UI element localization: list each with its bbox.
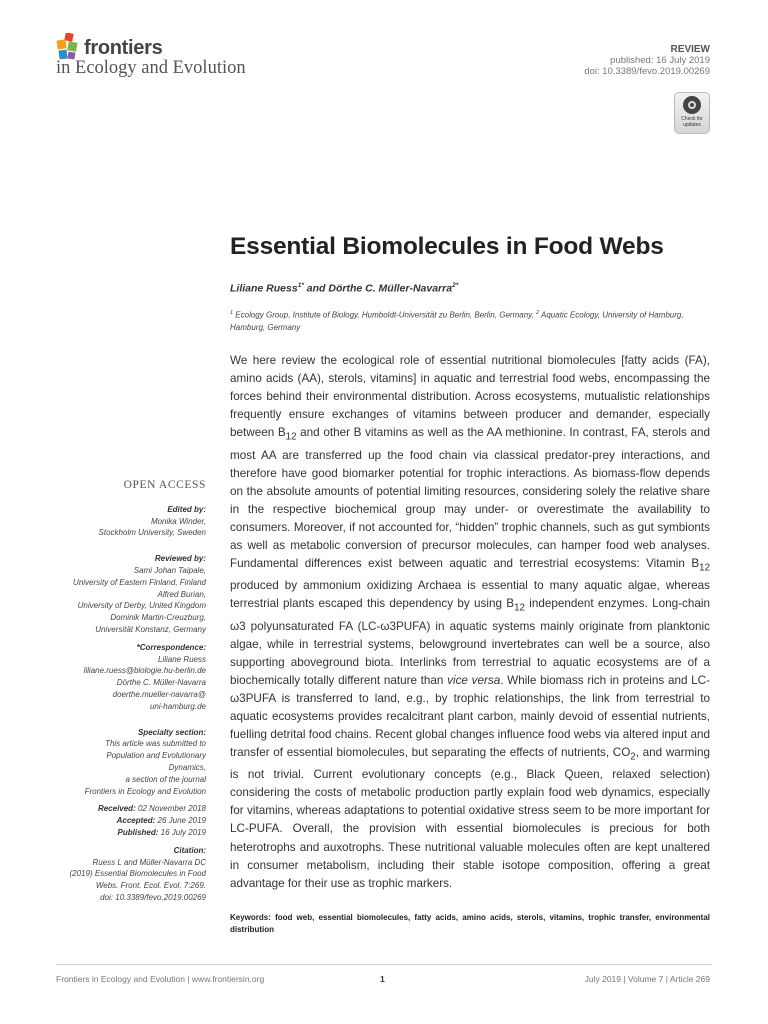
article-sidebar — [26, 480, 206, 910]
specialty-section: Specialty section: This article was submitted to Population and Evolutionary Dynamics, a section of the journal Frontiers in Ecology and Evolution — [84, 727, 206, 796]
author-1[interactable]: Liliane Ruess — [230, 282, 298, 295]
dates-section: Received: 02 November 2018 Accepted: 26 June 2019 Published: 16 July 2019 — [97, 804, 206, 837]
abstract: We here review the ecological role of essential nutritional biomolecules [fatty acids (FA), amino acids (AA), sterols, vitamins] in aquatic and terrestrial food webs, encompassing the forces behind their environmental distribution. Across ecosystems, mutualistic relationships frequently ensure exchanges of vitamins between producer and demander, especially between $B_{12}$ and other B vitamins as well as the AA methionine. In contrast, FA, sterols and most AA are transferred up the food chain via classical predator-prey interactions, and therefore have good biomarker potential for trophic interactions. As biomass-flow depends on the absolute amounts of potential limiting resources, considering solely the relative share in the respective biochemical group may under- or overestimate the availability to consumers. Moreover, if not accounted for, “hidden” trophic channels, such as gut symbionts as well as metabolic conversion of precursor molecules, can hamper food web analyses. Fundamental differences exist between aquatic and terrestrial ecosystems: Vitamin $B_{12}$ produced by ammonium oxidizing Archaea is essential to many aquatic algae, whereas terrestrial plants escaped this dependency by using $B_{12}$ independent enzymes. Long-chain ω3 polyunsaturated FA (LC-ω3PUFA) in aquatic systems mainly originate from planktonic algae, while in terrestrial systems, belowground invertebrates can well be a source, also supporting aboveground biota. Interlinks from terrestrial to aquatic ecosystems are of a biochemically totally different nature than vice versa. While biomass rich in proteins and LC-ω3PUFA is transferred to land, e.g., by trophic relationships, the link from terrestrial to aquatic ecosystems provides recalcitrant plant carbon, mainly devoid of essential nutrients, fuelling detrital food chains. Recent global changes influence food webs via altered input and transfer of essential biomolecules, but separating the effects of nutrients, $CO_2$, and warming is not trivial. Current evolutionary concepts (e.g., Black Queen, relaxed selection) considering the costs of metabolic production partly explain food web dynamics, especially for vitamins, whereas adaptations to potential oxidative stress seem to be more important for LC-PUFA. Overall, the provision with essential biomolecules is precious for both heterotrophs and auxotrophs. These nutritional valuable molecules often are kept unaltered in consumer metabolism, including their stable isotope composition, offering a great advantage for their use as trophic markers. — [230, 354, 711, 890]
authors: Liliane Ruess$^{1*}$ and Dörthe C. Müller-Navarra$^{2*}$ — [230, 282, 459, 295]
article-title: Essential Biomolecules in Food Webs — [230, 233, 664, 260]
check-for-updates-button[interactable] — [674, 92, 710, 134]
correspondence-section: *Correspondence: Liliane Ruess liliane.ruess@biologie.hu-berlin.de Dörthe C. Müller-Navarra doerthe.mueller-navarra@ uni-hamburg.de — [26, 642, 206, 713]
reviewed-by-section: Reviewed by: Sami Johan Taipale, University of Eastern Finland, Finland Alfred Burian, University of Derby, United Kingdom Dominik Martin-Creuzburg, Universität Konstanz, Germany — [73, 554, 206, 634]
check-updates-icon — [683, 96, 701, 114]
article-type: REVIEW — [670, 44, 710, 55]
article-doi[interactable]: doi: 10.3389/fevo.2019.00269 — [584, 66, 710, 77]
published-date: published: 16 July 2019 — [610, 55, 710, 66]
edited-by-section: Edited by: Monika Winder, Stockholm University, Sweden — [98, 504, 206, 538]
citation-doi-link[interactable]: doi: 10.3389/fevo.2019.00269 — [100, 892, 206, 902]
footer-journal[interactable]: Frontiers in Ecology and Evolution | www.frontiersin.org — [56, 974, 265, 984]
frontiers-logo-icon — [56, 33, 82, 61]
email-link-2[interactable]: doerthe.mueller-navarra@ — [112, 689, 206, 699]
footer-divider — [56, 964, 712, 965]
check-updates-label: Check for updates — [681, 116, 703, 128]
email-link-1[interactable]: liliane.ruess@biologie.hu-berlin.de — [83, 666, 206, 676]
keywords: Keywords: food web, essential biomolecules, fatty acids, amino acids, sterols, vitamins, trophic transfer, environmental distribution — [230, 913, 710, 934]
journal-name: frontiers — [84, 37, 163, 59]
journal-subtitle: in Ecology and Evolution — [56, 58, 246, 78]
affiliations: $^1$ Ecology Group, Institute of Biology, Humboldt-Universität zu Berlin, Berlin, Germany, $^2$ Aquatic Ecology, University of Hamburg, Hamburg, Germany — [230, 310, 684, 332]
article-meta — [584, 44, 710, 77]
citation-section: Citation: Ruess L and Müller-Navarra DC (2019) Essential Biomolecules in Food Webs. Front. Ecol. Evol. 7:269. doi: 10.3389/fevo.2019.00269 — [26, 845, 206, 904]
footer-issue: July 2019 | Volume 7 | Article 269 — [584, 974, 710, 984]
author-2[interactable]: Dörthe C. Müller-Navarra — [328, 282, 453, 295]
page-number: 1 — [380, 974, 385, 984]
open-access-label: OPEN ACCESS — [123, 479, 206, 491]
